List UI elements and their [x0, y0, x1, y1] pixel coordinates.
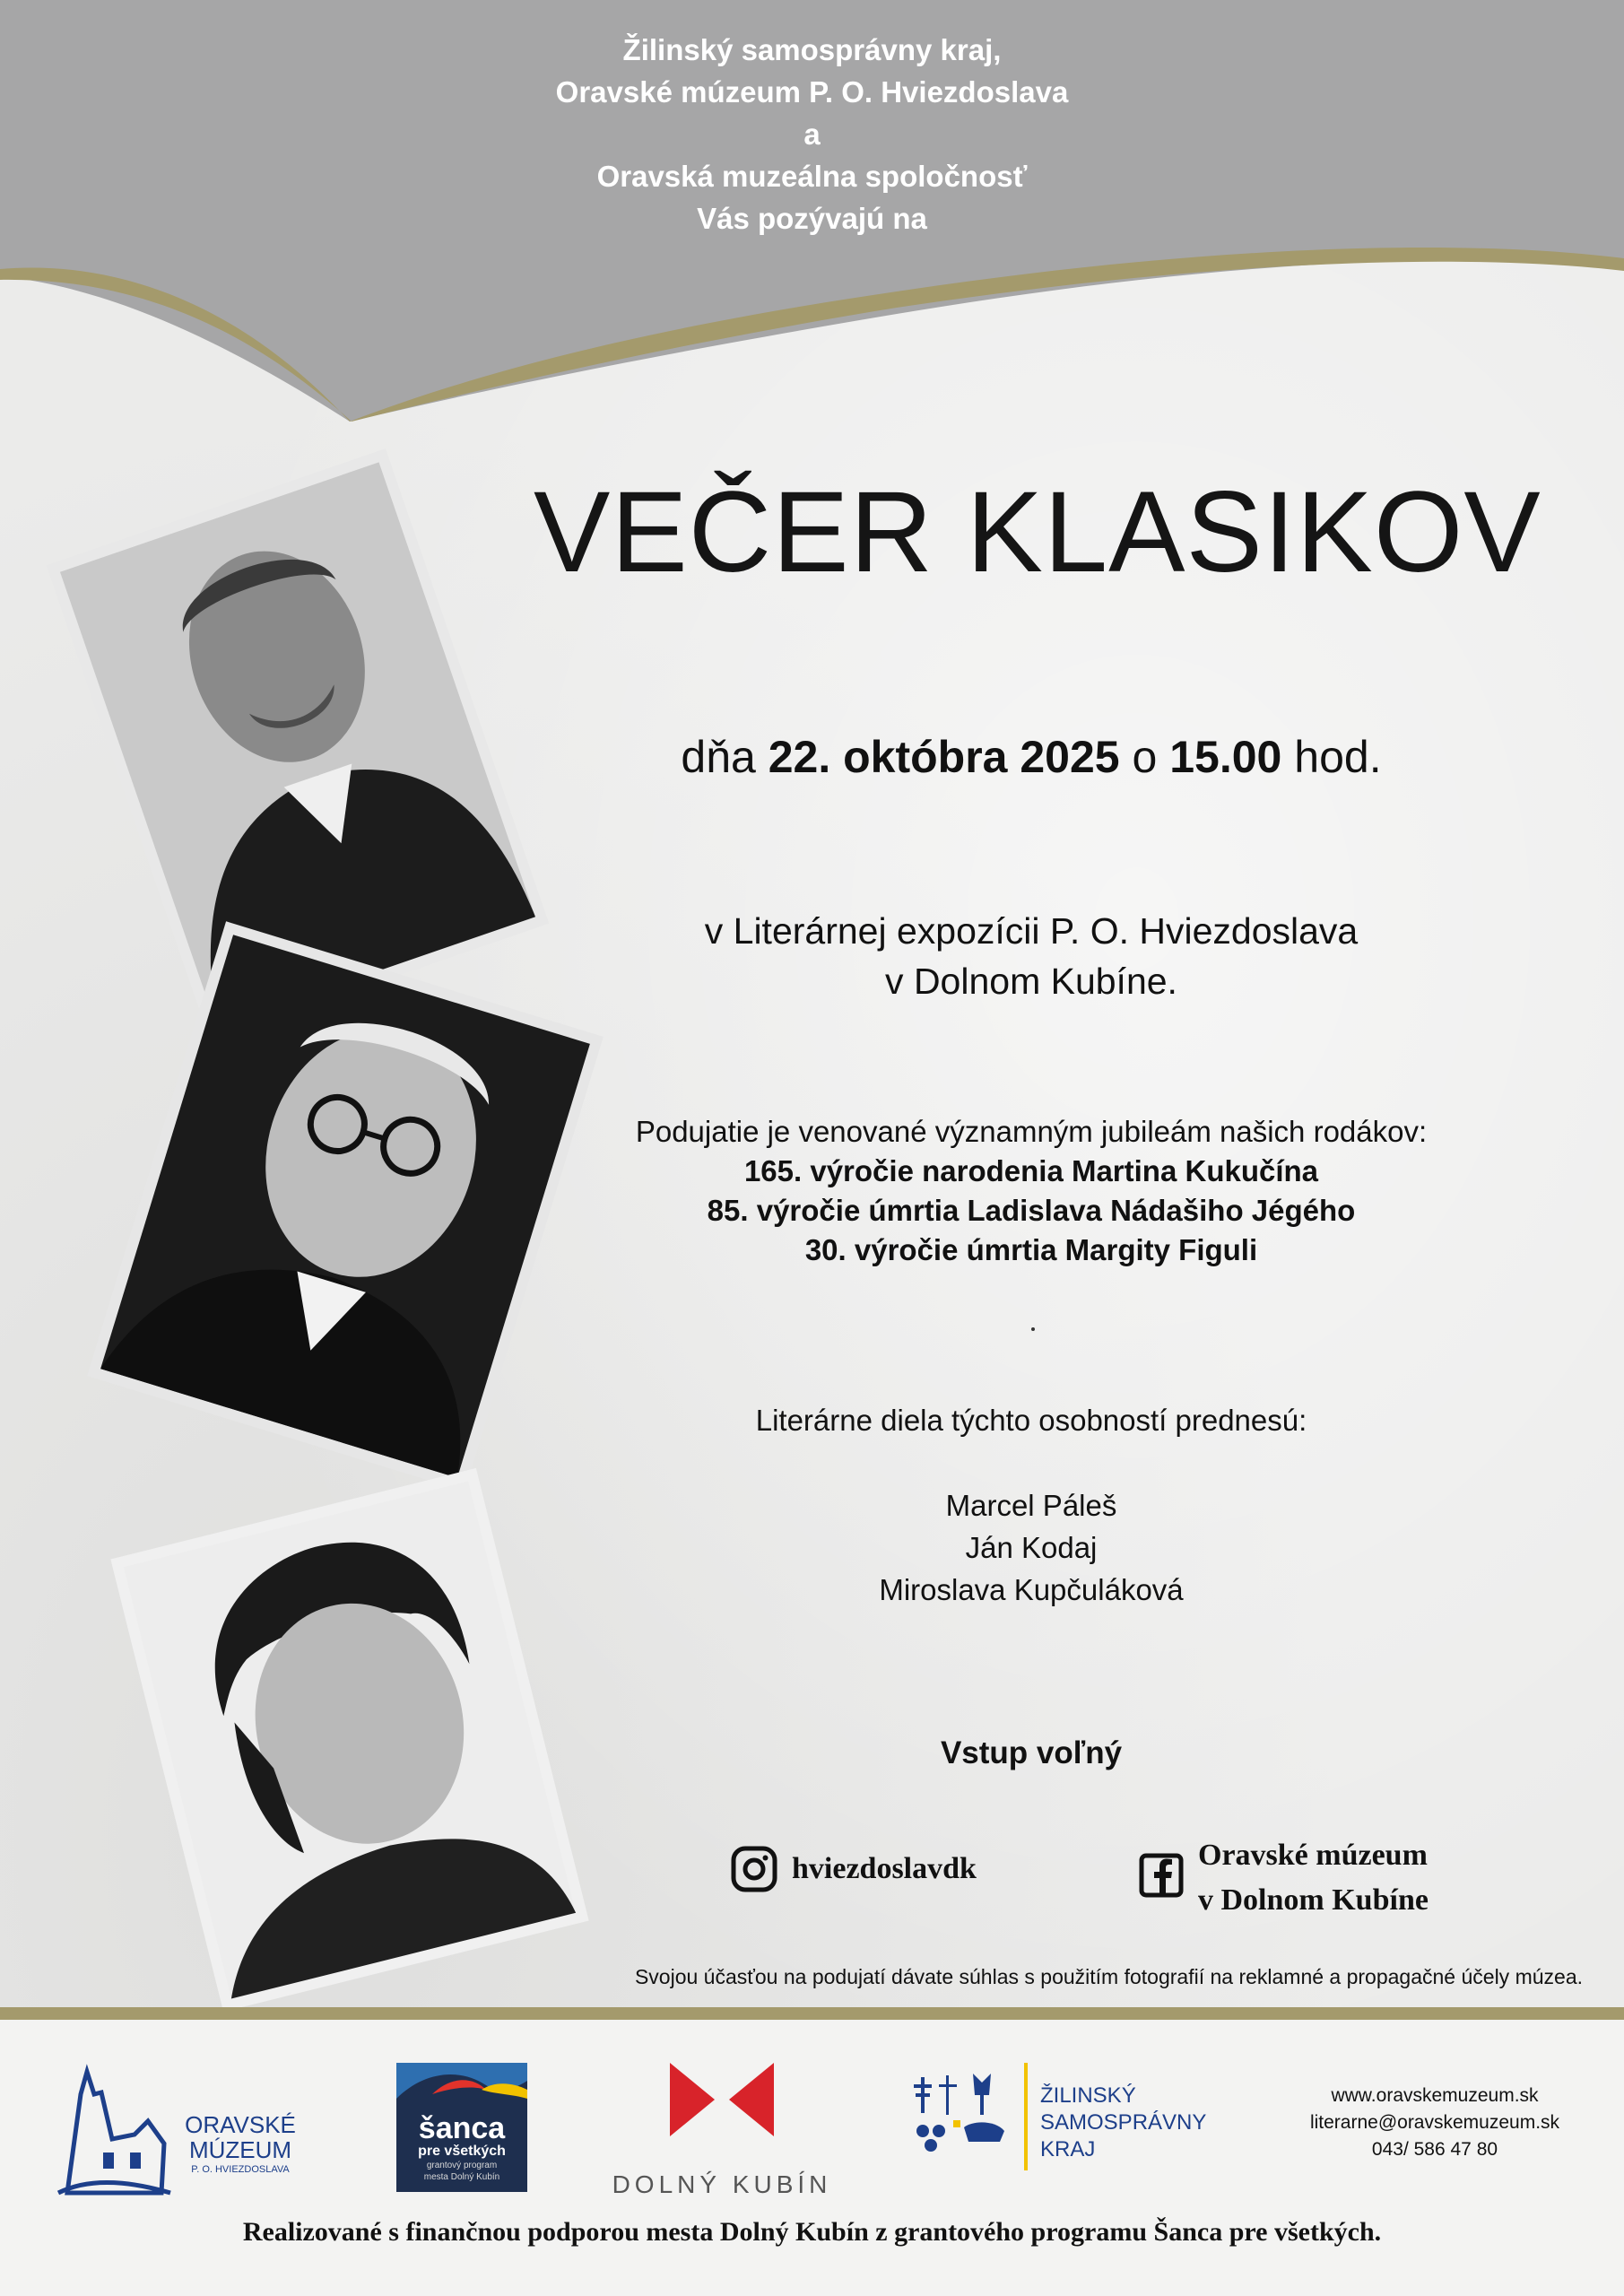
sanca-program: grantový program	[426, 2161, 498, 2170]
region-logo-line: KRAJ	[1040, 2137, 1096, 2161]
portrait-photo-3	[99, 1480, 601, 2000]
dedication-item: 165. výročie narodenia Martina Kukučína	[743, 1154, 1319, 1187]
museum-logo-line: MÚZEUM	[188, 2136, 292, 2163]
website-link[interactable]: www.oravskemuzeum.sk	[1331, 2085, 1539, 2106]
email-link[interactable]: literarne@oravskemuzeum.sk	[1309, 2112, 1560, 2133]
dolny-kubin-logo-text: DOLNÝ KUBÍN	[612, 2170, 832, 2198]
header-line: a	[803, 117, 821, 151]
museum-logo-line: P. O. HVIEZDOSLAVA	[191, 2164, 290, 2175]
dedication-intro: Podujatie je venované významným jubileám našich rodákov:	[635, 1115, 1428, 1148]
zilina-region-divider	[1024, 2063, 1028, 2170]
reader-name: Ján Kodaj	[965, 1531, 1098, 1564]
date-prefix: dňa	[681, 732, 756, 782]
dedication-item: 85. výročie úmrtia Ladislava Nádašiho Jégého	[707, 1194, 1356, 1227]
readers-heading: Literárne diela týchto osobností prednesú:	[755, 1404, 1307, 1437]
header-text	[0, 29, 1624, 239]
instagram-icon	[731, 1846, 777, 1892]
sanca-logo	[396, 2063, 527, 2192]
dedication	[556, 1112, 1507, 1270]
decorative-dot	[1031, 1327, 1035, 1331]
event-venue	[556, 906, 1507, 1006]
zilina-region-text	[1040, 2083, 1206, 2163]
page-title: VEČER KLASIKOV	[534, 468, 1541, 596]
header-line: Žilinský samosprávny kraj,	[622, 33, 1002, 66]
facebook-name-line: v Dolnom Kubíne	[1198, 1883, 1429, 1917]
sanca-program: mesta Dolný Kubín	[423, 2172, 500, 2182]
venue-line: v Dolnom Kubíne.	[885, 961, 1177, 1002]
phone-number: 043/ 586 47 80	[1371, 2139, 1498, 2160]
venue-line: v Literárnej expozícii P. O. Hviezdoslava	[704, 910, 1359, 952]
event-time: 15.00	[1169, 732, 1282, 782]
dolny-kubin-logo-icon	[668, 2061, 776, 2138]
contacts	[1273, 2083, 1596, 2163]
dedication-item: 30. výročie úmrtia Margity Figuli	[804, 1233, 1258, 1266]
header-line: Oravské múzeum P. O. Hviezdoslava	[555, 75, 1069, 109]
instagram-handle: hviezdoslavdk	[792, 1852, 977, 1885]
sanca-logo-graphic	[396, 2063, 527, 2117]
sanca-title: šanca	[418, 2111, 506, 2145]
museum-logo-icon	[49, 2058, 175, 2202]
reader-name: Marcel Páleš	[945, 1489, 1117, 1522]
facebook-icon	[1139, 1853, 1184, 1898]
event-date-line	[556, 731, 1507, 783]
time-prefix: o	[1132, 732, 1158, 782]
reader-name: Miroslava Kupčuláková	[879, 1573, 1184, 1606]
museum-logo-text	[178, 2112, 303, 2177]
zilina-region-emblem-icon	[910, 2068, 1013, 2167]
header-line: Oravská muzeálna spoločnosť	[596, 160, 1028, 193]
event-date: 22. októbra 2025	[768, 732, 1120, 782]
header-line: Vás pozývajú na	[697, 202, 927, 235]
time-suffix: hod.	[1294, 732, 1382, 782]
portrait-photo-2	[94, 933, 596, 1480]
facebook-name-line: Oravské múzeum	[1198, 1839, 1428, 1872]
entry-free: Vstup voľný	[940, 1735, 1123, 1770]
funding-note: Realizované s finančnou podporou mesta Dolný Kubín z grantového programu Šanca pre všetkých.	[242, 2217, 1382, 2247]
region-logo-line: SAMOSPRÁVNY	[1040, 2110, 1207, 2135]
instagram-link[interactable]	[731, 1846, 977, 1892]
photo-consent-note: Svojou účasťou na podujatí dávate súhlas s použitím fotografií na reklamné a propagačné účely múzea.	[634, 1965, 1583, 1988]
museum-logo-line: ORAVSKÉ	[185, 2111, 296, 2138]
readers-list	[556, 1484, 1507, 1611]
facebook-link[interactable]	[1139, 1833, 1429, 1923]
sanca-subtitle: pre všetkých	[418, 2144, 506, 2159]
region-logo-line: ŽILINSKÝ	[1040, 2083, 1136, 2108]
